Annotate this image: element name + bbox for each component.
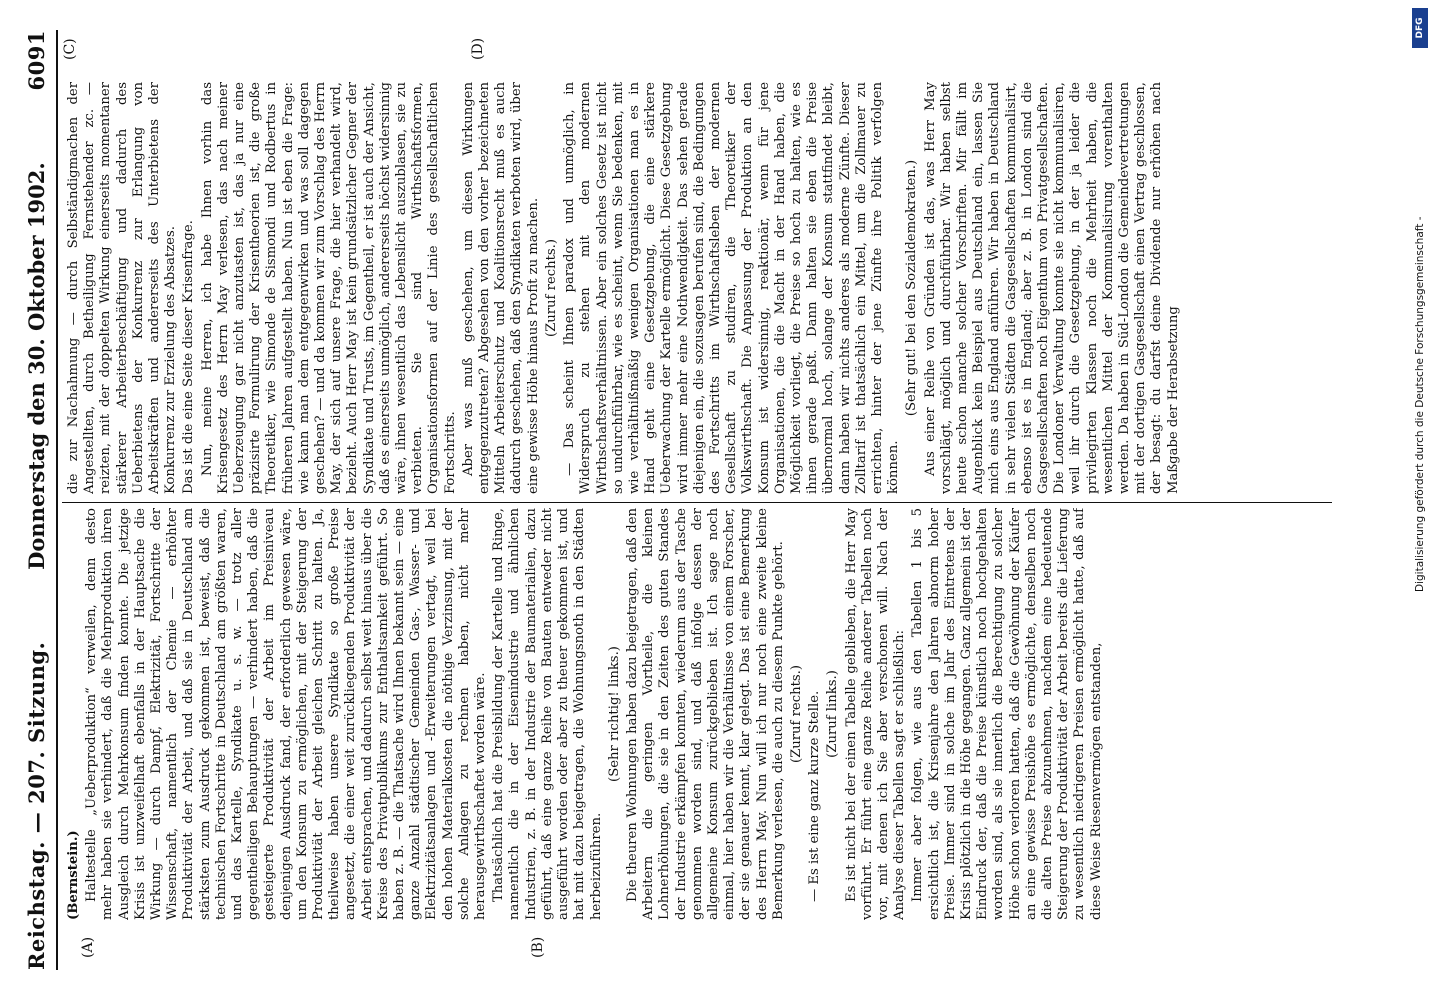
paragraph: Es ist nicht bei der einen Tabelle geblieben, die Herr May vorführt. Er führt eine ganze Reihe anderer Tabellen noch vor, mit denen ich Sie aber verschonen will. Nach der Analyse dieser Tabellen sagt er schließlich: [843,508,908,920]
paragraph: — Das scheint Ihnen paradox und unmöglich, in Widerspruch zu stehen mit den modernen Wirthschaftsverhältnissen. Aber ein solches Gesetz ist nicht so undurchführbar, wie es scheint, wenn Sie bedenken, mit wie verhältnißmäßig wenigen Organisationen man es in Hand geht eine Gesetzgebung, die eine stärkere Ueberwachung der Kartelle ermöglicht. Diese Gesetzgebung wird immer mehr eine Nothwendigkeit. Das sehen gerade diejenigen ein, die sozusagen berufen sind, die Bedingungen des Fortschritts im Wirthschaftsleben der modernen Gesellschaft zu studiren, die Theoretiker der Volkswirthschaft. Die Anpassung der Produktion an den Konsum ist widersinnig, reaktionär, wenn für jene Organisationen, die die Macht in der Hand haben, die Möglichkeit vorliegt, die Preise so hoch zu halten, wie es ihnen gerade paßt. Dann halten sie eben die Preise übernormal hoch, solange der Konsum stattfindet bleibt, dann haben wir nichts anderes als moderne Zünfte. Dieser Zolltarif ist thatsächlich ein Mittel, um die Zollmauer zu errichten, hinter der jene Zünfte ihre Politik verfolgen können. [562,82,902,494]
paragraph: Aber was muß geschehen, um diesen Wirkungen entgegenzutreten? Abgesehen von den vorher bezeichneten Mitteln Arbeiterschutz und Koalitionsrecht muß es auch dadurch geschehen, daß den Syndikaten verboten wird, über eine gewisse Höhe hinaus Profit zu machen. [460,82,541,494]
paragraph: Das ist die eine Seite dieser Krisenfrage. [181,220,197,494]
paragraph: — Es ist eine ganz kurze Stelle. [807,690,823,902]
text-column-right [66,82,1326,494]
header-left: Reichstag. — 207. Sitzung. [23,641,49,970]
page-number: 6091 [23,30,49,91]
margin-marker-a: (A) [80,936,96,958]
dfg-logo [1412,8,1428,48]
margin-marker-c: (C) [62,38,78,60]
digitization-sidebar [1410,8,1430,992]
paragraph: Aus einer Reihe von Gründen ist das, was Herr May vorschlägt, möglich und durchführbar. Wir haben selbst heute schon manche solcher Vorschriften. Mir fällt im Augenblick kein Beispiel aus Deutschland ein, lassen Sie mich eins aus England anführen. Wir haben in Deutschland in sehr vielen Städten die Gasgesellschaften kommunalisirt, ebenso ist es in England; aber z. B. in London sind die Gasgesellschaften noch Eigenthum von Privatgesellschaften. Die Londoner Verwaltung konnte sie nicht kommunalisiren, weil ihr durch die Gesetzgebung, in der ja leider die privilegirten Klassen noch die Mehrheit haben, die wesentlichen Mittel der Kommunalisirung vorenthalten werden. Da haben in Süd-London die Gemeindevertretungen mit der dortigen Gasgesellschaft einen Vertrag geschlossen, der besagt: du darfst deine Dividende nur erhöhen nach Maßgabe der Herabsetzung [922,82,1181,494]
header-date: Donnerstag den 30. Oktober 1902. [23,162,49,570]
header-rule [56,30,58,970]
quoted-paragraph: Immer aber folgen, wie aus den Tabellen 1 bis 5 ersichtlich ist, die Krisenjahre den Jahren abnorm hoher Preise. Immer sind in solche im Jahr des Eintretens der Krisis plötzlich in die Höhe gegangen. Ganz allgemein ist der Eindruck der, daß die Preise künstlich noch hochgehalten worden sind, als sie innerlich die Berechtigung zu solcher Höhe schon verloren hatten, daß die Gewöhnung der Käufer an eine gewisse Preishöhe es ermöglichte, denselben noch die alten Preise abzunehmen, nachdem eine bedeutende Steigerung der Produktivität der Arbeit bereits die Lieferung zu wesentlich niedrigeren Preisen ermöglicht hatte, daß auf diese Weise Riesenvermögen entstanden, [910,508,1104,920]
paragraph: Die theuren Wohnungen haben dazu beigetragen, daß den Arbeitern die geringen Vortheile, die kleinen Lohnerhöhungen, die sie in den Zeiten des guten Standes der Industrie erkämpfen konnten, wiederum aus der Tasche genommen worden sind, und daß infolge dessen der allgemeine Konsum zurückgeblieben ist. Ich sage noch einmal, hier haben wir die Verhältnisse von einem Forscher, der sie genauer kennt, klar gelegt. Das ist eine Bemerkung des Herrn May. Nun will ich nur noch eine zweite kleine Bemerkung verlesen, die auch zu diesem Punkte gehört. [624,508,786,920]
margin-marker-d: (D) [470,37,486,60]
paragraph: die zur Nachahmung — durch Selbständigmachen der Angestellten, durch Betheiligung Fernstehender zc. — reizten, mit der doppelten Wirkung einerseits momentaner stärkerer Arbeiterbeschäftigung und dadurch des Ueberbietens der Konkurrenz zur Erlangung von Arbeitskräften und andererseits des Unterbietens der Konkurrenz zur Erzielung des Absatzes. [66,82,179,494]
column-divider [62,502,1332,503]
page-header [18,30,54,970]
text-column-left [66,508,1326,920]
paragraph: Haltestelle „Ueberproduktion“ verweilen, denn desto mehr haben sie verhindert, daß die Mehrproduktion ihren Ausgleich durch Mehrkonsum finden konnte. Die jetzige Krisis ist unzweifelhaft ebenfalls in der Hauptsache die Wirkung — durch Dampf, Elektrizität, Fortschritte der Wissenschaft, namentlich der Chemie — erhöhter Produktivität der Arbeit, und daß sie in Deutschland am stärksten zum Ausdruck gekommen ist, beweist, daß die technischen Fortschritte in Deutschland am größten waren, und das Kartelle, Syndikate u. s. w. — trotz aller gegentheiligen Behauptungen — verhindert haben, daß die gesteigerte Produktivität der Arbeit im Preisniveau denjenigen Ausdruck fand, der erforderlich gewesen wäre, um den Konsum zu ermöglichen, mit der Steigerung der Produktivität der Arbeit gleichen Schritt zu halten. Ja, theilweise haben unsere Syndikate so große Preise angesetzt, die einer weit zurückliegenden Produktivität der Arbeit entsprachen, und dadurch selbst weit hinaus über die Kreise des Privatpublikums zur Enthaltsamkeit geführt. So haben z. B. — die Thatsache wird Ihnen bekannt sein — eine ganze Anzahl städtischer Gemeinden Gas-, Wasser- und Elektrizitätsanlagen und -Erweiterungen vertagt, weil bei den hohen Materialkosten die nöthige Verzinsung, mit der solche Anlagen zu rechnen haben, nicht mehr herausgewirthschaftet worden wäre. [84,508,489,920]
interjection: (Zuruf rechts.) [788,664,804,764]
interjection: (Zuruf rechts.) [543,238,559,338]
paragraph: Nun, meine Herren, ich habe Ihnen vorhin das Krisengesetz des Herrn May verlesen, das nach meiner Ueberzeugung gar nicht anzutasten ist, das ja nur eine präzisirte Formulirung der Krisentheorien ist, die große Theoretiker, wie Simonde de Sismondi und Rodbertus in früheren Jahren aufgestellt haben. Nun ist eben die Frage: wie kann man dem entgegenwirken und was soll dagegen geschehen? — und da kommen wir zum Vorschlag des Herrn May, der sich auf unsere Frage, die hier verhandelt wird, bezieht. Auch Herr May ist kein grundsätzlicher Gegner der Syndikate und Trusts, im Gegentheil, er ist auch der Ansicht, daß es einerseits unmöglich, andererseits höchst widersinnig wäre, ihnen wesentlich das Lebenslicht auszublasen, sie zu verbieten. Sie sind Wirthschaftsformen, Organisationsformen auf der Linie des gesellschaftlichen Fortschritts. [199,82,458,494]
interjection: (Sehr richtig! links.) [606,646,622,782]
interjection: (Sehr gut! bei den Sozialdemokraten.) [904,159,920,417]
margin-marker-b: (B) [530,936,546,958]
dfg-logo-text: DFG [1415,17,1425,39]
interjection: (Zuruf links.) [825,670,841,758]
digitization-credit: Digitalisierung gefördert durch die Deutsche Forschungsgemeinschaft - [1414,216,1426,592]
paragraph: Thatsächlich hat die Preisbildung der Kartelle und Ringe, namentlich die in der Eisenindustrie und ähnlichen Industrien, z. B. in der Industrie der Baumaterialien, dazu geführt, daß eine ganze Reihe von Bauten entweder nicht ausgeführt worden oder aber zu theuer gekommen ist, und hat mit dazu beigetragen, die Wohnungsnoth in den Städten herbeizuführen. [491,508,604,920]
speaker-label: (Bernstein.) [66,830,81,920]
